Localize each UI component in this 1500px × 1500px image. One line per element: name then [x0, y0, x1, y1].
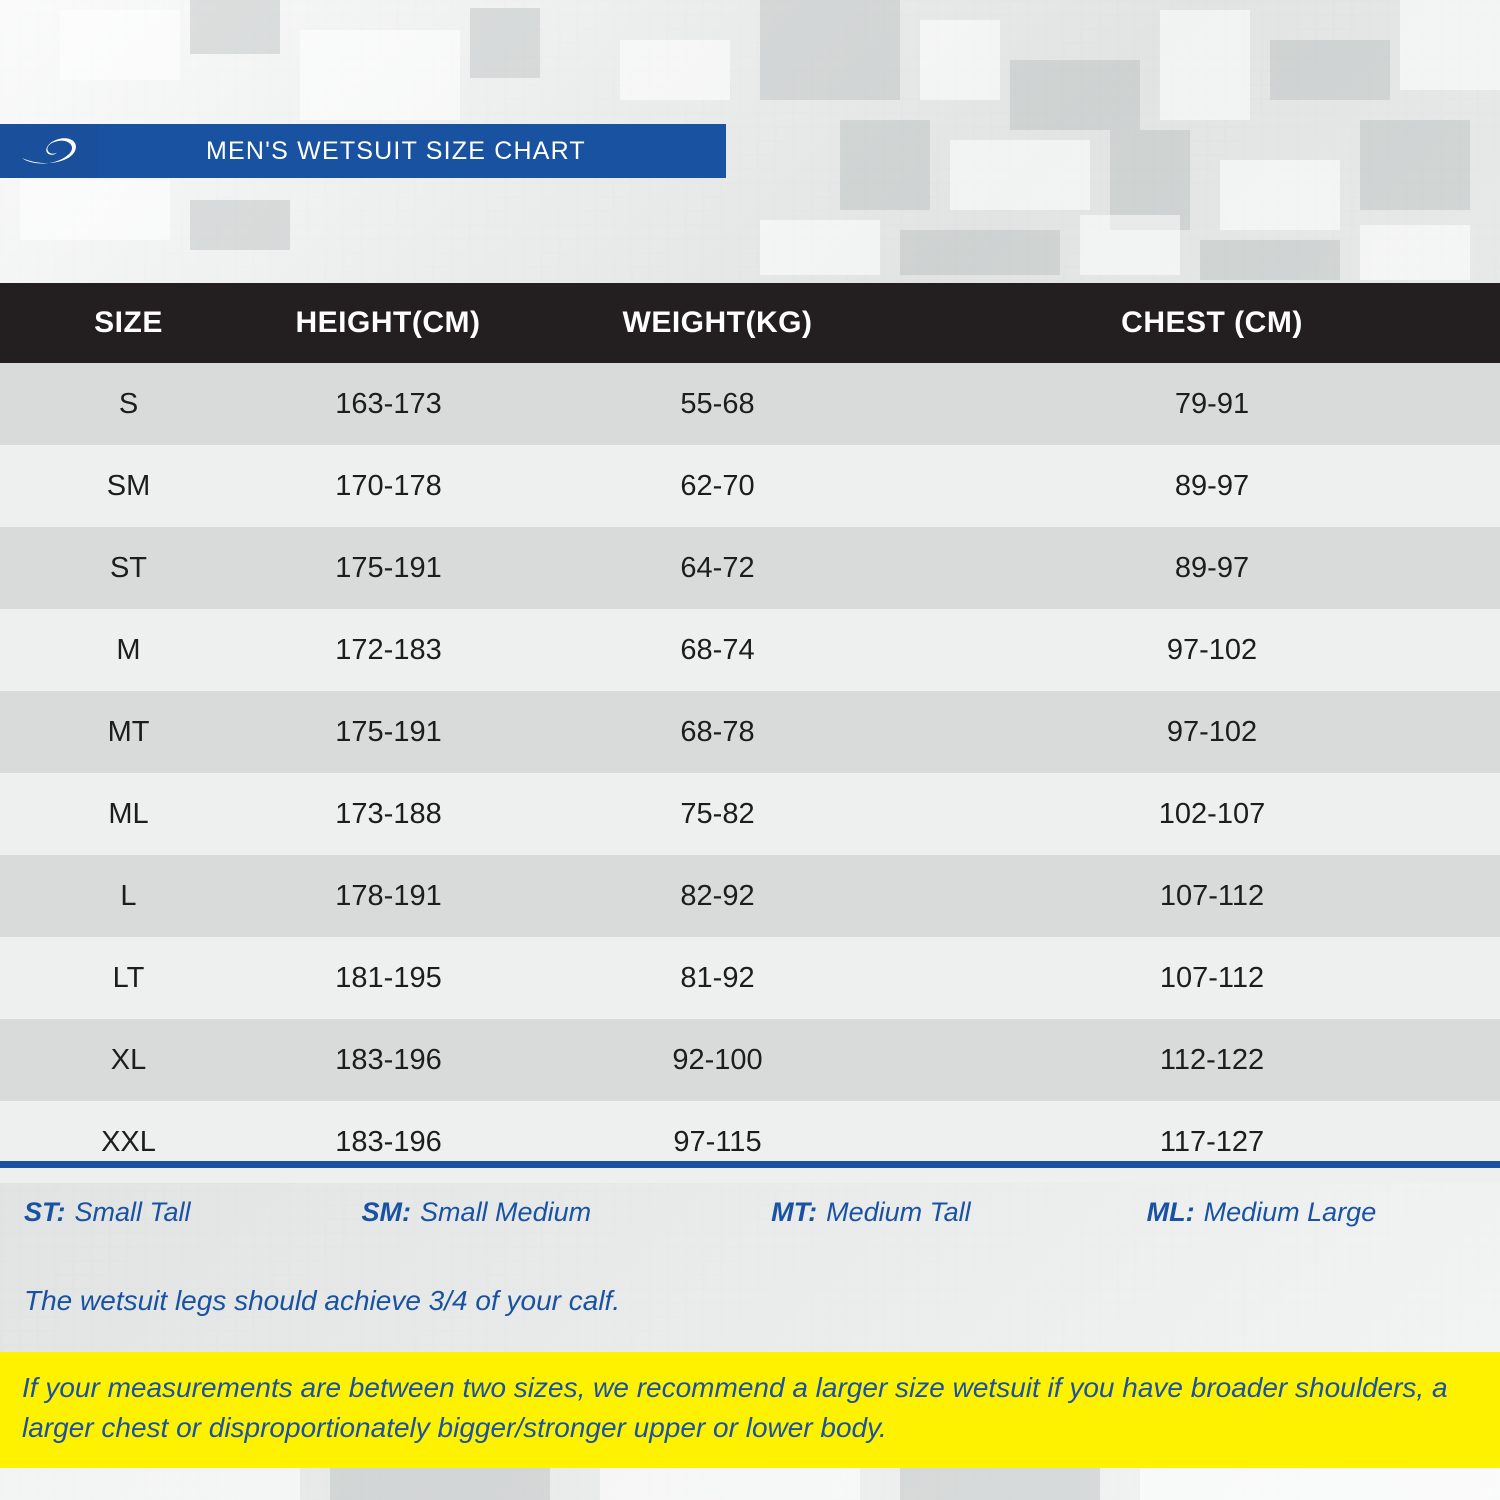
cell-chest: 112-122 — [916, 1019, 1500, 1101]
cell-weight: 55-68 — [519, 363, 916, 445]
legend-meaning: Medium Large — [1203, 1197, 1377, 1227]
recommendation-text: If your measurements are between two sizes, we recommend a larger size wetsuit if you have broader shoulders, a larger chest or disproportionately bigger/stronger upper or lower body. — [22, 1372, 1448, 1443]
legend-item-st — [24, 1197, 191, 1228]
cell-height: 178-191 — [257, 855, 519, 937]
cell-chest: 79-91 — [916, 363, 1500, 445]
legend-meaning: Medium Tall — [826, 1197, 971, 1227]
table-row — [0, 937, 1500, 1019]
cell-height: 181-195 — [257, 937, 519, 1019]
table-body — [0, 363, 1500, 1183]
legend-meaning: Small Medium — [420, 1197, 592, 1227]
cell-weight: 68-74 — [519, 609, 916, 691]
table-header-row — [0, 283, 1500, 363]
cell-chest: 102-107 — [916, 773, 1500, 855]
page-title: MEN'S WETSUIT SIZE CHART — [206, 136, 586, 165]
chart-header — [0, 124, 726, 178]
cell-height: 175-191 — [257, 691, 519, 773]
cell-weight: 92-100 — [519, 1019, 916, 1101]
size-table-container — [0, 283, 1500, 1183]
legend-abbr: MT: — [771, 1197, 818, 1227]
recommendation-callout — [0, 1352, 1500, 1468]
column-header-weight: WEIGHT(KG) — [519, 283, 916, 363]
divider-blue — [0, 1161, 1500, 1168]
column-header-size: SIZE — [0, 283, 257, 363]
cell-height: 172-183 — [257, 609, 519, 691]
cell-size: XL — [0, 1019, 257, 1101]
chart-title-bar — [98, 124, 726, 178]
cell-weight: 64-72 — [519, 527, 916, 609]
cell-size: LT — [0, 937, 257, 1019]
table-row — [0, 691, 1500, 773]
cell-height: 173-188 — [257, 773, 519, 855]
cell-weight: 81-92 — [519, 937, 916, 1019]
cell-size: MT — [0, 691, 257, 773]
cell-chest: 97-102 — [916, 609, 1500, 691]
cell-height: 163-173 — [257, 363, 519, 445]
legend-abbr: ML: — [1146, 1197, 1195, 1227]
table-row — [0, 1101, 1500, 1183]
table-row — [0, 773, 1500, 855]
column-header-height: HEIGHT(CM) — [257, 283, 519, 363]
cell-weight: 62-70 — [519, 445, 916, 527]
cell-size: SM — [0, 445, 257, 527]
brand-logo — [0, 124, 98, 178]
legend-item-ml — [1147, 1197, 1377, 1228]
fit-note: The wetsuit legs should achieve 3/4 of your calf. — [24, 1285, 621, 1316]
table-row — [0, 363, 1500, 445]
cell-weight: 75-82 — [519, 773, 916, 855]
cell-size: L — [0, 855, 257, 937]
cell-height: 170-178 — [257, 445, 519, 527]
size-table — [0, 283, 1500, 1183]
cell-weight: 82-92 — [519, 855, 916, 937]
cell-size: M — [0, 609, 257, 691]
swoosh-logo-icon — [18, 133, 80, 169]
table-row — [0, 1019, 1500, 1101]
legend-abbr: ST: — [24, 1197, 66, 1227]
legend-item-mt — [771, 1197, 971, 1228]
cell-size: ML — [0, 773, 257, 855]
cell-size: ST — [0, 527, 257, 609]
abbreviation-legend — [0, 1197, 1500, 1228]
legend-abbr: SM: — [361, 1197, 412, 1227]
cell-height: 183-196 — [257, 1101, 519, 1183]
cell-chest: 107-112 — [916, 855, 1500, 937]
cell-weight: 97-115 — [519, 1101, 916, 1183]
cell-chest: 89-97 — [916, 527, 1500, 609]
cell-weight: 68-78 — [519, 691, 916, 773]
cell-chest: 107-112 — [916, 937, 1500, 1019]
legend-item-sm — [362, 1197, 592, 1228]
legend-meaning: Small Tall — [74, 1197, 191, 1227]
cell-chest: 97-102 — [916, 691, 1500, 773]
table-row — [0, 527, 1500, 609]
cell-height: 175-191 — [257, 527, 519, 609]
table-head — [0, 283, 1500, 363]
table-row — [0, 609, 1500, 691]
cell-chest: 89-97 — [916, 445, 1500, 527]
table-row — [0, 855, 1500, 937]
cell-size: XXL — [0, 1101, 257, 1183]
table-row — [0, 445, 1500, 527]
cell-chest: 117-127 — [916, 1101, 1500, 1183]
column-header-chest: CHEST (CM) — [916, 283, 1500, 363]
cell-height: 183-196 — [257, 1019, 519, 1101]
cell-size: S — [0, 363, 257, 445]
